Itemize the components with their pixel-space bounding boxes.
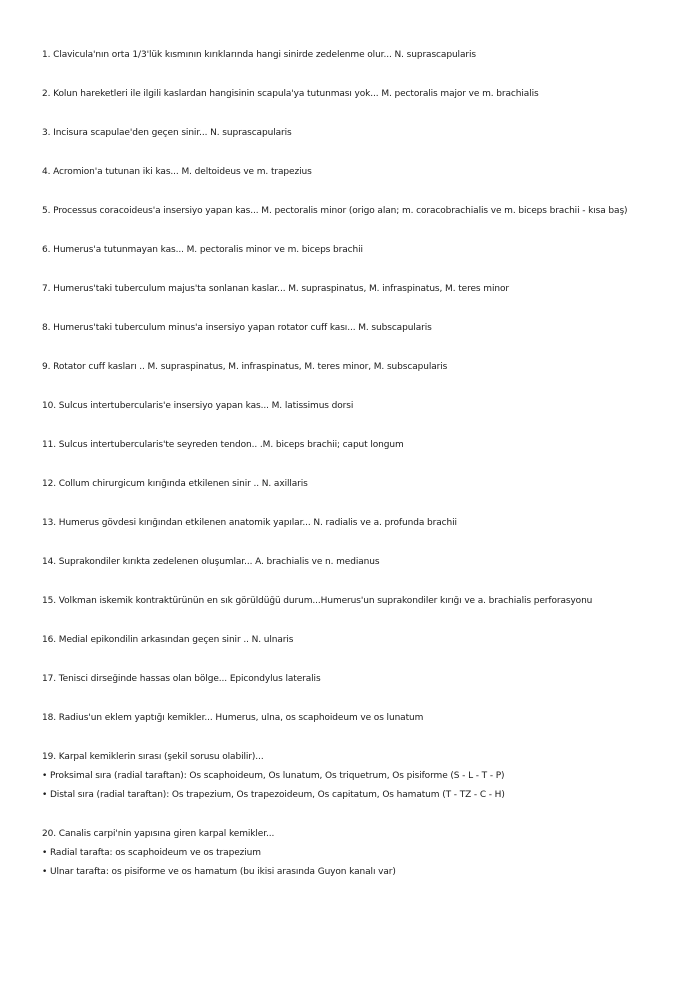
question-text: 1. Clavicula'nın orta 1/3'lük kısmının kırıklarında hangi sinirde zedelenme olur... N. suprascapularis bbox=[42, 50, 476, 60]
question-text: 5. Processus coracoideus'a insersiyo yapan kas... M. pectoralis minor (origo alan; m. coracobrachialis ve m. biceps brachii - kısa baş) bbox=[42, 206, 628, 216]
question-text: 2. Kolun hareketleri ile ilgili kaslardan hangisinin scapula'ya tutunması yok... M. pectoralis major ve m. brachialis bbox=[42, 89, 539, 99]
question-text: 7. Humerus'taki tuberculum majus'ta sonlanan kaslar... M. supraspinatus, M. infraspinatus, M. teres minor bbox=[42, 284, 509, 294]
question-text: 11. Sulcus intertubercularis'te seyreden tendon.. .M. biceps brachii; caput longum bbox=[42, 440, 404, 450]
question-15 bbox=[42, 592, 670, 611]
question-3 bbox=[42, 124, 670, 143]
question-title: 20. Canalis carpi'nin yapısına giren karpal kemikler... bbox=[42, 829, 275, 839]
question-9 bbox=[42, 358, 670, 377]
question-13 bbox=[42, 514, 670, 533]
question-1 bbox=[42, 46, 670, 65]
question-title: 19. Karpal kemiklerin sırası (şekil sorusu olabilir)... bbox=[42, 752, 264, 762]
question-2 bbox=[42, 85, 670, 104]
question-text: 18. Radius'un eklem yaptığı kemikler... Humerus, ulna, os scaphoideum ve os lunatum bbox=[42, 713, 424, 723]
list-item: • Proksimal sıra (radial taraftan): Os scaphoideum, Os lunatum, Os triquetrum, Os pisiforme (S - L - T - P) bbox=[42, 771, 505, 781]
list-item: • Distal sıra (radial taraftan): Os trapezium, Os trapezoideum, Os capitatum, Os hamatum (T - TZ - C - H) bbox=[42, 790, 505, 800]
question-text: 4. Acromion'a tutunan iki kas... M. deltoideus ve m. trapezius bbox=[42, 167, 312, 177]
question-4 bbox=[42, 163, 670, 182]
list-item: • Radial tarafta: os scaphoideum ve os trapezium bbox=[42, 848, 261, 858]
question-20 bbox=[42, 825, 670, 882]
question-text: 10. Sulcus intertubercularis'e insersiyo yapan kas... M. latissimus dorsi bbox=[42, 401, 354, 411]
question-5 bbox=[42, 202, 670, 221]
question-10 bbox=[42, 397, 670, 416]
question-18 bbox=[42, 709, 670, 728]
question-14 bbox=[42, 553, 670, 572]
question-text: 15. Volkman iskemik kontraktürünün en sık görüldüğü durum...Humerus'un suprakondiler kırığı ve a. brachialis perforasyonu bbox=[42, 596, 593, 606]
question-text: 9. Rotator cuff kasları .. M. supraspinatus, M. infraspinatus, M. teres minor, M. subscapularis bbox=[42, 362, 448, 372]
question-text: 8. Humerus'taki tuberculum minus'a insersiyo yapan rotator cuff kası... M. subscapularis bbox=[42, 323, 432, 333]
question-6 bbox=[42, 241, 670, 260]
question-text: 6. Humerus'a tutunmayan kas... M. pectoralis minor ve m. biceps brachii bbox=[42, 245, 363, 255]
question-19 bbox=[42, 748, 670, 805]
question-text: 17. Tenisci dirseğinde hassas olan bölge... Epicondylus lateralis bbox=[42, 674, 321, 684]
question-17 bbox=[42, 670, 670, 689]
list-item: • Ulnar tarafta: os pisiforme ve os hamatum (bu ikisi arasında Guyon kanalı var) bbox=[42, 867, 396, 877]
question-text: 14. Suprakondiler kırıkta zedelenen oluşumlar... A. brachialis ve n. medianus bbox=[42, 557, 380, 567]
question-text: 16. Medial epikondilin arkasından geçen sinir .. N. ulnaris bbox=[42, 635, 294, 645]
question-text: 12. Collum chirurgicum kırığında etkilenen sinir .. N. axillaris bbox=[42, 479, 308, 489]
question-16 bbox=[42, 631, 670, 650]
question-12 bbox=[42, 475, 670, 494]
question-11 bbox=[42, 436, 670, 455]
question-text: 3. Incisura scapulae'den geçen sinir... N. suprascapularis bbox=[42, 128, 292, 138]
question-8 bbox=[42, 319, 670, 338]
question-text: 13. Humerus gövdesi kırığından etkilenen anatomik yapılar... N. radialis ve a. profunda brachii bbox=[42, 518, 457, 528]
question-7 bbox=[42, 280, 670, 299]
